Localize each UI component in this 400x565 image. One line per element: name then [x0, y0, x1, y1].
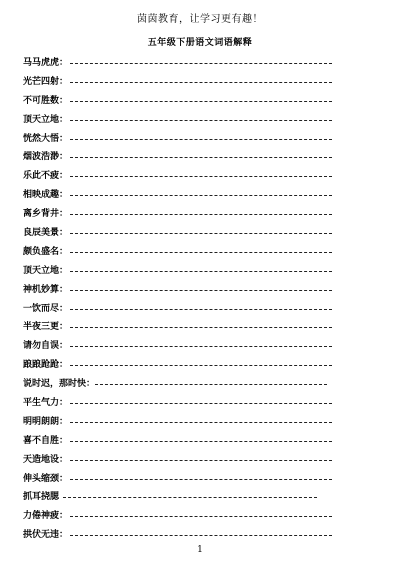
vocab-row	[23, 468, 383, 487]
vocab-row	[23, 260, 383, 279]
vocab-row	[23, 354, 383, 373]
vocab-term: 乐此不疲：	[23, 171, 69, 182]
vocab-row	[23, 184, 383, 203]
vocab-term: 明明朗朗：	[23, 416, 69, 427]
vocab-term: 喜不自胜：	[23, 435, 69, 446]
vocab-term: 天造地设：	[23, 454, 69, 465]
vocab-row	[23, 449, 383, 468]
answer-blank	[70, 516, 332, 517]
answer-blank	[70, 82, 332, 83]
vocab-row	[23, 109, 383, 128]
vocab-term: 相映成趣：	[23, 190, 69, 201]
answer-blank	[63, 497, 317, 498]
vocab-term: 踉踉跄跄：	[23, 360, 69, 371]
vocab-row	[23, 373, 383, 392]
vocab-term: 顶天立地：	[23, 114, 69, 125]
vocab-term: 光芒四射：	[23, 76, 69, 87]
vocab-term: 恍然大悟：	[23, 133, 69, 144]
page-number: 1	[197, 545, 203, 555]
answer-blank	[70, 195, 332, 196]
vocab-term: 顶天立地：	[23, 265, 69, 276]
answer-blank	[70, 460, 332, 461]
page-title: 五年级下册语文词语解释	[147, 38, 253, 48]
answer-blank	[70, 233, 332, 234]
answer-blank	[70, 346, 332, 347]
vocab-term: 离乡背井：	[23, 209, 69, 220]
vocab-term: 烟波浩渺：	[23, 152, 69, 163]
answer-blank	[70, 271, 332, 272]
vocab-row	[23, 165, 383, 184]
answer-blank	[70, 327, 332, 328]
vocab-row	[23, 430, 383, 449]
vocab-row	[23, 90, 383, 109]
vocab-term: 平生气力：	[23, 397, 69, 408]
vocab-term: 良辰美景：	[23, 227, 69, 238]
answer-blank	[70, 441, 332, 442]
answer-blank	[70, 63, 332, 64]
answer-blank	[70, 422, 332, 423]
answer-blank	[70, 139, 332, 140]
answer-blank	[95, 384, 327, 385]
answer-blank	[70, 252, 332, 253]
vocab-row	[23, 222, 383, 241]
vocab-term: 半夜三更：	[23, 322, 69, 333]
page-header: 茵茵教育，让学习更有趣！	[137, 14, 263, 25]
vocab-row	[23, 524, 383, 543]
vocab-term: 颇负盛名：	[23, 246, 69, 257]
answer-blank	[70, 120, 332, 121]
answer-blank	[70, 535, 332, 536]
vocab-row	[23, 52, 383, 71]
vocab-row	[23, 411, 383, 430]
vocab-row	[23, 128, 383, 147]
vocab-term: 马马虎虎：	[23, 57, 69, 68]
vocab-row	[23, 241, 383, 260]
answer-blank	[70, 290, 332, 291]
vocab-term: 一饮而尽：	[23, 303, 69, 314]
answer-blank	[70, 365, 332, 366]
vocab-row	[23, 71, 383, 90]
vocab-term: 抓耳挠腮	[23, 492, 60, 503]
vocab-term: 请勿自误：	[23, 341, 69, 352]
vocab-row	[23, 298, 383, 317]
answer-blank	[70, 479, 332, 480]
vocab-term: 力倦神疲：	[23, 511, 69, 522]
answer-blank	[70, 403, 332, 404]
vocab-row	[23, 486, 383, 505]
answer-blank	[70, 176, 332, 177]
vocab-row	[23, 203, 383, 222]
vocab-row	[23, 505, 383, 524]
vocab-term: 伸头缩颈：	[23, 473, 69, 484]
answer-blank	[70, 214, 332, 215]
vocab-row	[23, 392, 383, 411]
answer-blank	[70, 309, 332, 310]
vocab-row	[23, 316, 383, 335]
vocab-term: 不可胜数：	[23, 95, 69, 106]
vocab-row	[23, 335, 383, 354]
answer-blank	[70, 157, 332, 158]
vocab-term: 拱伏无违：	[23, 530, 69, 541]
vocab-list	[23, 52, 383, 543]
vocab-term: 说时迟，那时快：	[23, 379, 96, 390]
vocab-row	[23, 279, 383, 298]
vocab-term: 神机妙算：	[23, 284, 69, 295]
vocab-row	[23, 146, 383, 165]
answer-blank	[70, 101, 332, 102]
